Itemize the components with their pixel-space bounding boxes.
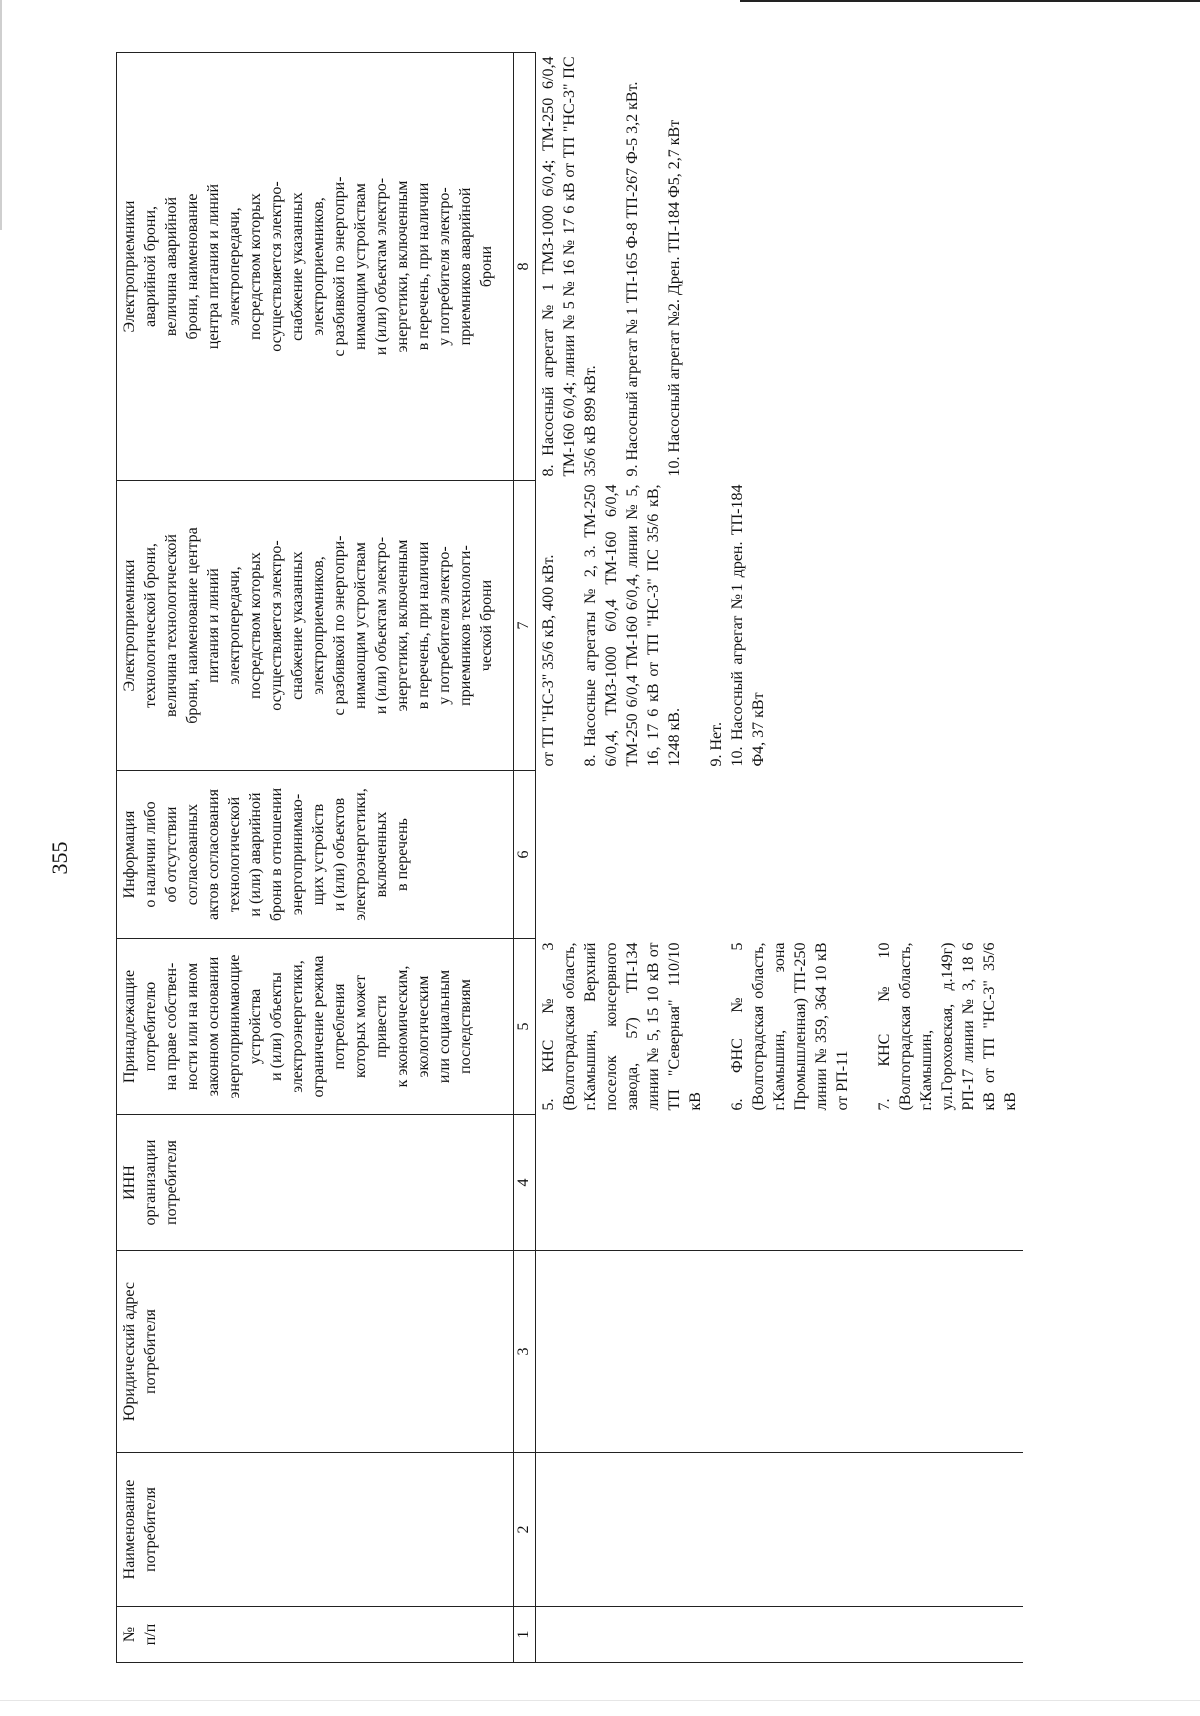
device-entry: 6. ФНС № 5 (Волгоградская область, г.Камышин, зона Промышленная) ТП-250 линии № 359, 364 10 кВ от РП-11 [729,942,851,1111]
data-row [536,53,1024,1663]
emergency-reserve-entry: 8. Насосный агрегат № 1 ТМЗ-1000 6/0,4; ТМ-250 6/0,4 ТМ-160 6/0,4; линии № 5 № 16 № 17 6 кВ от ТП "НС-3" ПС 35/6 кВ 899 кВт. [540,56,599,477]
column-number: 8 [514,53,536,481]
header-text: Наименование потребителя [121,1479,159,1580]
page-number: 355 [47,841,72,875]
left-edge-line [0,0,2,230]
column-number: 6 [514,771,536,939]
tech-reserve-entry: от ТП "НС-3" 35/6 кВ, 400 кВт. [540,554,557,767]
header-text: Электроприемники технологической брони, величина технологической брони, наименование центра питания и линий электропередачи, посредством которых осуществляется электро- снабжение указанных электроприемников, с разбивкой по энергопри- нимающим устройствам и (или) объектам электро- энергетики, включенным в перечень, при наличии у потребителя электро- приемников технологи- ческой брони [121,527,495,724]
cell-agreements [536,771,1024,939]
tech-reserve-entry: 9. Нет. 10. Насосный агрегат №1 дрен. ТП-184 Ф4, 37 кВт [708,484,767,767]
cell-legal-address [536,1251,1024,1453]
bottom-edge-line [0,1700,1200,1701]
cell-devices [536,939,1024,1115]
column-number: 3 [514,1251,536,1453]
emergency-reserve-entry: 9. Насосный агрегат № 1 ТП-165 Ф-8 ТП-267 Ф-5 3,2 кВт. [624,81,641,477]
col-header-inn [117,1115,514,1251]
consumers-table [116,52,1023,1663]
col-header-legal-address [117,1251,514,1453]
col-header-number [117,1607,514,1663]
col-header-emergency-reserve [117,53,514,481]
tech-reserve-entry: 8. Насосные агрегаты № 2, 3. ТМ-250 6/0,4, ТМЗ-1000 6/0,4 ТМ-160 6/0,4 ТМ-250 6/0,4 ТМ-160 6/0,4, линии № 5, 16, 17 6 кВ от ТП "НС-3" ПС 35/6 кВ, 1248 кВ. [582,484,683,767]
col-header-devices [117,939,514,1115]
cell-consumer-name [536,1453,1024,1607]
header-text: ИНН организации потребителя [121,1139,180,1226]
header-text: Принадлежащие потребителю на праве собствен- ности или на ином законном основании энергопринимающие устройства и (или) объекты электроэнергетики, ограничение режима потребления которых может привести к экономическим, экологическим или социальным последствиям [121,954,474,1099]
column-number: 4 [514,1115,536,1251]
cell-inn [536,1115,1024,1251]
top-edge-line [740,0,1200,2]
emergency-reserve-entry: 10. Насосный агрегат №2. Дрен. ТП-184 Ф5, 2,7 кВт [666,119,683,477]
cell-emergency-reserve [536,53,1024,481]
header-text: № п/п [121,1623,159,1646]
cell-number [536,1607,1024,1663]
col-header-agreements [117,771,514,939]
header-row [117,53,514,1663]
column-number: 1 [514,1607,536,1663]
header-text: Информация о наличии либо об отсутствии согласованных актов согласования технологической и (или) аварийной брони в отношении энергопринимаю- щих устройств и (или) объектов электроэнергетики, включенных в перечень [121,787,411,922]
device-entry: 7. КНС №10 (Волгоградская область, г.Камышин, ул.Гороховская, д.149г) РП-17 линии № 3, 18 6 кВ от ТП "НС-3" 35/6 кВ [876,942,1019,1111]
col-header-consumer-name [117,1453,514,1607]
header-text: Электроприемники аварийной брони, величина аварийной брони, наименование центра питания и линий электропередачи, посредством которых осуществляется электро- снабжение указанных электроприемников, с разбивкой по энергопри- нимающим устройствам и (или) объектам электро- энергетики, включенным в перечень, при наличии у потребителя электро- приемников аварийной брони [121,176,495,357]
rotated-table-region [116,53,1196,1663]
column-number: 2 [514,1453,536,1607]
device-entry: 5. КНС № 3 (Волгоградская область, г.Камышин, Верхний поселок консервного завода, 57) ТП-134 линии № 5, 15 10 кВ от ТП "Северная" 110/10 кВ [540,942,704,1111]
rotated-table-content [116,53,1196,1663]
cell-tech-reserve [536,481,1024,771]
column-number-row [514,53,536,1663]
column-number: 5 [514,939,536,1115]
col-header-tech-reserve [117,481,514,771]
column-number: 7 [514,481,536,771]
header-text: Юридический адрес потребителя [121,1281,159,1422]
